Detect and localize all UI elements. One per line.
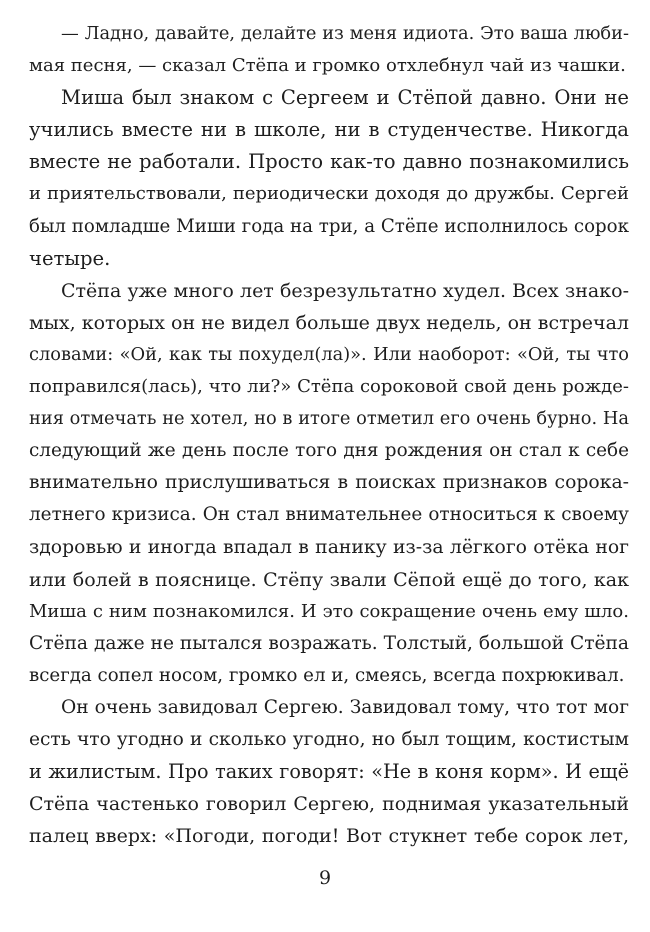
paragraph-2 <box>29 82 629 275</box>
paragraph-1 <box>29 18 629 82</box>
text-line: или болей в пояснице. Стёпу звали Сёпой ещё до того, как <box>29 568 629 591</box>
text-line: был помладше Миши года на три, а Стёпе исполнилось сорок <box>29 215 629 237</box>
text-line: летнего кризиса. Он стал внимательнее относиться к своему <box>29 504 629 526</box>
text-line: здоровью и иногда впадал в панику из-за лёгкого отёка ног <box>29 536 629 558</box>
text-line: ния отмечать не хотел, но в итоге отметил его очень бурно. На <box>29 408 629 430</box>
text-line: и приятельствовали, периодически доходя до дружбы. Сергей <box>29 183 629 205</box>
text-line: вместе не работали. Просто как-то давно познакомились <box>29 150 629 174</box>
text-line: мая песня, — сказал Стёпа и громко отхлебнул чай из чашки. <box>29 55 626 77</box>
text-line: Стёпа даже не пытался возражать. Толстый, большой Стёпа <box>29 632 629 654</box>
text-line: — Ладно, давайте, делайте из меня идиота. Это ваша люби- <box>61 23 629 44</box>
page-text <box>29 18 629 852</box>
paragraph-3 <box>29 275 629 692</box>
text-line: Миша с ним познакомился. И это сокращение очень ему шло. <box>29 600 629 622</box>
text-line: Миша был знаком с Сергеем и Стёпой давно. Они не <box>61 86 629 110</box>
text-line: поправился(лась), что ли?» Стёпа сороковой свой день рожде- <box>29 376 629 398</box>
page-number: 9 <box>318 867 332 889</box>
text-line: Стёпа частенько говорил Сергею, поднимая указательный <box>29 793 629 816</box>
text-line: Он очень завидовал Сергею. Завидовал тому, что тот мог <box>61 696 629 718</box>
paragraph-4 <box>29 692 629 852</box>
text-line: четыре. <box>29 246 111 270</box>
text-line: палец вверх: «Погоди, погоди! Вот стукнет тебе сорок лет, <box>29 825 629 848</box>
text-line: учились вместе ни в школе, ни в студенчестве. Никогда <box>29 118 629 142</box>
text-line: внимательно прислушиваться в поисках признаков сорока- <box>29 472 629 494</box>
text-line: есть что угодно и сколько угодно, но был тощим, костистым <box>29 729 629 751</box>
text-line: мых, которых он не видел больше двух недель, он встречал <box>29 311 629 334</box>
text-line: и жилистым. Про таких говорят: «Не в коня корм». И ещё <box>29 760 629 784</box>
text-line: следующий же день после того дня рождения он стал к себе <box>29 440 629 462</box>
text-line: словами: «Ой, как ты похудел(ла)». Или наоборот: «Ой, ты что <box>29 343 629 365</box>
text-line: Стёпа уже много лет безрезультатно худел. Всех знако- <box>61 279 629 302</box>
text-line: всегда сопел носом, громко ел и, смеясь, всегда похрюкивал. <box>29 664 625 686</box>
